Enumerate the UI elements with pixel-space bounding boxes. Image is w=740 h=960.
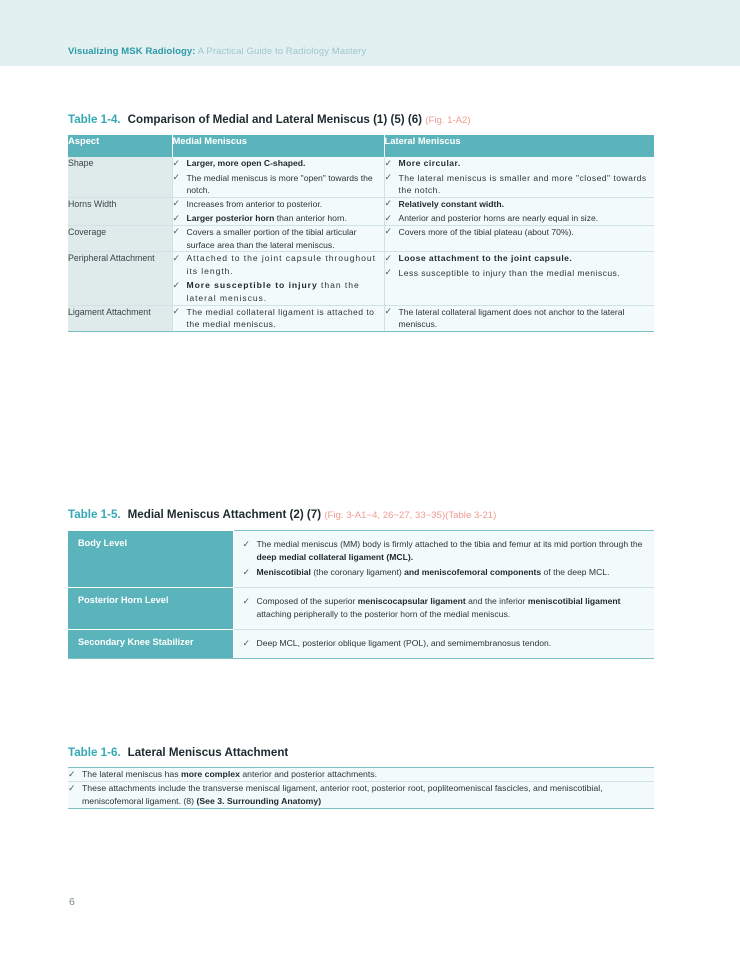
table-1-6 — [68, 767, 654, 809]
table-1-5-reference: (Fig. 3-A1~4, 26~27, 33~35)(Table 3-21) — [324, 510, 497, 521]
cell-lateral — [384, 157, 654, 197]
book-subtitle: A Practical Guide to Radiology Mastery — [195, 46, 367, 57]
bullet-list — [173, 226, 384, 251]
table-row — [68, 225, 654, 251]
list-item-text: Loose attachment to the joint capsule. — [398, 253, 573, 264]
list-item — [173, 226, 384, 251]
check-icon: ✓ — [172, 198, 181, 209]
cell-medial — [172, 252, 384, 305]
list-item-text: Increases from anterior to posterior. — [186, 198, 323, 209]
bullet-list — [68, 782, 654, 808]
column-header-lateral-meniscus: Lateral Meniscus — [384, 135, 654, 157]
list-item — [173, 279, 384, 304]
cell-row-label: Secondary Knee Stabilizer — [68, 630, 233, 659]
bullet-list — [385, 306, 655, 331]
check-icon: ✓ — [172, 157, 181, 168]
check-icon: ✓ — [384, 157, 393, 168]
cell-lateral — [384, 252, 654, 305]
check-icon: ✓ — [242, 538, 251, 549]
bullet-list — [385, 252, 655, 279]
cell-medial — [172, 197, 384, 225]
table-1-5 — [68, 530, 654, 659]
list-item-text: The medial meniscus (MM) body is firmly attached to the tibia and femur at its mid portion through the deep medial collateral ligament (MCL). — [256, 539, 643, 562]
list-item — [173, 172, 384, 197]
bullet-list — [385, 157, 655, 197]
table-row — [68, 252, 654, 305]
list-item — [173, 212, 384, 225]
cell-row-label: Posterior Horn Level — [68, 588, 233, 630]
list-item — [385, 172, 655, 197]
cell-aspect: Ligament Attachment — [68, 305, 172, 331]
cell-aspect: Shape — [68, 157, 172, 197]
list-item — [385, 157, 655, 170]
cell-row-body — [68, 782, 654, 809]
check-icon: ✓ — [242, 637, 251, 648]
list-item — [385, 252, 655, 265]
check-icon: ✓ — [68, 768, 76, 779]
check-icon: ✓ — [172, 306, 181, 317]
cell-aspect: Coverage — [68, 225, 172, 251]
list-item-text: Larger posterior horn than anterior horn. — [186, 213, 347, 224]
list-item-text: The lateral collateral ligament does not anchor to the lateral meniscus. — [398, 306, 625, 330]
table-1-6-block — [68, 746, 654, 809]
bullet-list — [173, 252, 384, 304]
check-icon: ✓ — [172, 279, 181, 290]
check-icon: ✓ — [384, 198, 393, 209]
list-item — [243, 566, 646, 579]
list-item — [243, 538, 646, 564]
table-row — [68, 197, 654, 225]
check-icon: ✓ — [172, 212, 181, 223]
bullet-list — [243, 538, 646, 579]
list-item — [243, 637, 646, 650]
table-1-5-number: Table 1-5. — [68, 508, 121, 521]
cell-medial — [172, 305, 384, 331]
check-icon: ✓ — [242, 595, 251, 606]
check-icon: ✓ — [384, 226, 393, 237]
column-header-aspect: Aspect — [68, 135, 172, 157]
list-item-text: Anterior and posterior horns are nearly equal in size. — [398, 213, 599, 224]
table-1-4-header-row — [68, 135, 654, 157]
list-item-text: The medial collateral ligament is attached to the medial meniscus. — [186, 306, 375, 330]
list-item-text: Composed of the superior meniscocapsular ligament and the inferior meniscotibial ligament attaching peripherally to the posterior horn of the medial meniscus. — [256, 596, 621, 619]
cell-row-body — [68, 768, 654, 782]
list-item-text: Deep MCL, posterior oblique ligament (POL), and semimembranosus tendon. — [256, 638, 552, 648]
table-1-5-block — [68, 508, 654, 659]
bullet-list — [385, 198, 655, 225]
check-icon: ✓ — [68, 782, 76, 793]
bullet-list — [243, 595, 646, 621]
list-item — [385, 306, 655, 331]
check-icon: ✓ — [384, 172, 393, 183]
table-row — [68, 782, 654, 809]
list-item — [173, 252, 384, 277]
cell-aspect: Horns Width — [68, 197, 172, 225]
check-icon: ✓ — [172, 252, 181, 263]
table-1-4-number: Table 1-4. — [68, 113, 121, 126]
cell-lateral — [384, 225, 654, 251]
check-icon: ✓ — [384, 306, 393, 317]
check-icon: ✓ — [384, 212, 393, 223]
bullet-list — [68, 768, 654, 781]
table-row — [68, 305, 654, 331]
cell-row-body — [233, 588, 654, 630]
table-row — [68, 157, 654, 197]
table-1-4-caption — [68, 113, 654, 128]
check-icon: ✓ — [384, 267, 393, 278]
check-icon: ✓ — [384, 252, 393, 263]
bullet-list — [173, 157, 384, 197]
list-item — [385, 226, 655, 239]
check-icon: ✓ — [242, 566, 251, 577]
list-item — [173, 306, 384, 331]
bullet-list — [243, 637, 646, 650]
cell-lateral — [384, 197, 654, 225]
list-item-text: Larger, more open C-shaped. — [186, 158, 306, 168]
list-item — [385, 198, 655, 211]
table-1-6-title: Lateral Meniscus Attachment — [127, 746, 289, 759]
table-1-5-caption — [68, 508, 654, 523]
table-1-4 — [68, 135, 654, 332]
list-item — [173, 198, 384, 211]
table-1-6-caption — [68, 746, 654, 760]
table-1-5-title: Medial Meniscus Attachment (2) (7) — [127, 508, 322, 521]
list-item-text: Covers a smaller portion of the tibial articular surface area than the lateral meniscus. — [186, 226, 357, 250]
table-row — [68, 531, 654, 588]
page-number: 6 — [69, 896, 75, 908]
list-item-text: Relatively constant width. — [398, 198, 505, 209]
table-1-4-block — [68, 113, 654, 332]
table-1-4-reference: (Fig. 1-A2) — [425, 115, 471, 126]
table-1-4-title: Comparison of Medial and Lateral Meniscus (1) (5) (6) — [127, 113, 423, 126]
table-1-6-number: Table 1-6. — [68, 746, 121, 759]
list-item-text: The lateral meniscus has more complex anterior and posterior attachments. — [82, 769, 378, 779]
table-row — [68, 768, 654, 782]
column-header-medial-meniscus: Medial Meniscus — [172, 135, 384, 157]
table-row — [68, 630, 654, 659]
book-title: Visualizing MSK Radiology: — [68, 46, 196, 57]
cell-row-label: Body Level — [68, 531, 233, 588]
list-item — [68, 782, 654, 808]
check-icon: ✓ — [172, 226, 181, 237]
bullet-list — [173, 306, 384, 331]
cell-medial — [172, 157, 384, 197]
list-item — [68, 768, 654, 781]
list-item — [243, 595, 646, 621]
list-item-text: These attachments include the transverse meniscal ligament, anterior root, posterior root, popliteomeniscal fascicles, and meniscotibial, meniscofemoral ligament. (8) (See 3. Surrounding Anatomy) — [82, 783, 603, 806]
list-item — [385, 212, 655, 225]
cell-row-body — [233, 630, 654, 659]
list-item-text: Covers more of the tibial plateau (about 70%). — [398, 226, 574, 237]
bullet-list — [385, 226, 655, 239]
list-item — [385, 267, 655, 280]
list-item-text: Attached to the joint capsule throughout its length. — [186, 253, 376, 276]
cell-lateral — [384, 305, 654, 331]
list-item-text: The lateral meniscus is smaller and more "closed" towards the notch. — [398, 172, 647, 196]
cell-aspect: Peripheral Attachment — [68, 252, 172, 305]
list-item-text: More circular. — [398, 158, 461, 168]
list-item — [173, 157, 384, 170]
cell-medial — [172, 225, 384, 251]
list-item-text: Meniscotibial (the coronary ligament) and meniscofemoral components of the deep MCL. — [256, 567, 610, 577]
list-item-text: The medial meniscus is more "open" towards the notch. — [186, 172, 373, 196]
list-item-text: Less susceptible to injury than the medial meniscus. — [398, 267, 621, 278]
list-item-text: More susceptible to injury than the lateral meniscus. — [186, 280, 360, 303]
cell-row-body — [233, 531, 654, 588]
check-icon: ✓ — [172, 172, 181, 183]
table-row — [68, 588, 654, 630]
bullet-list — [173, 198, 384, 225]
